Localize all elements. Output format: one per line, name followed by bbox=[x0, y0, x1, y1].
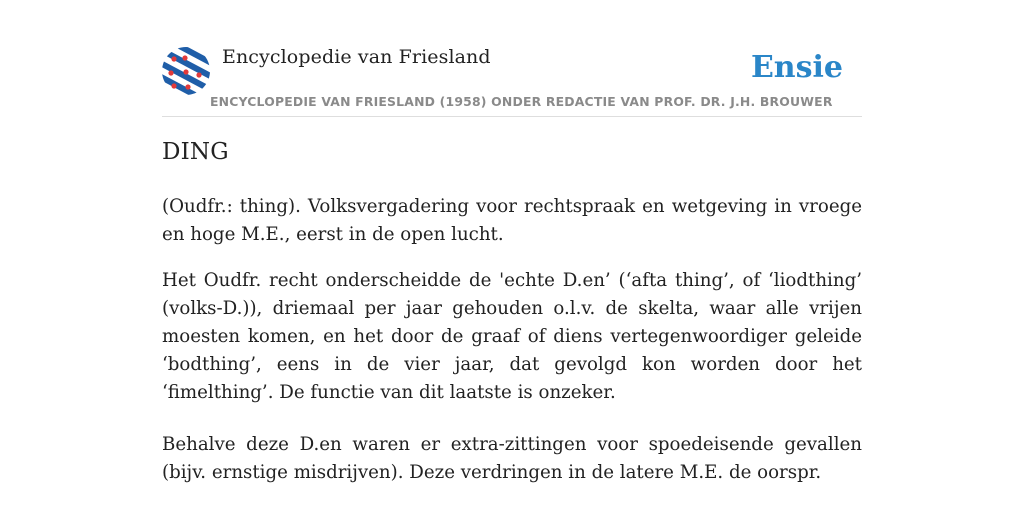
site-title[interactable]: Encyclopedie van Friesland bbox=[222, 46, 491, 68]
site-subtitle: ENCYCLOPEDIE VAN FRIESLAND (1958) ONDER REDACTIE VAN PROF. DR. J.H. BROUWER bbox=[210, 94, 833, 109]
entry-title: DING bbox=[162, 139, 229, 165]
entry-paragraph: Het Oudfr. recht onderscheidde de 'echte D.en’ (‘afta thing’, of ‘liodthing’ (volks-D.)), driemaal per jaar gehouden o.l.v. de skelta, waar alle vrijen moesten komen, en het door de graaf of diens vertegenwoordiger geleide ‘bodthing’, eens in de vier jaar, dat gevolgd kon worden door het ‘fimelthing’. De functie van dit laatste is onzeker. bbox=[162, 270, 862, 403]
page bbox=[162, 0, 862, 483]
entry-paragraph: (Oudfr.: thing). Volksvergadering voor rechtspraak en wetgeving in vroege en hoge M.E., eerst in de open lucht. bbox=[162, 196, 862, 245]
frisian-flag-logo-icon[interactable] bbox=[162, 47, 210, 95]
header bbox=[162, 0, 862, 117]
ensie-brand-logo[interactable]: Ensie bbox=[750, 50, 843, 85]
entry-paragraph: Behalve deze D.en waren er extra-zittingen voor spoedeisende gevallen (bijv. ernstige misdrijven). Deze verdringen in de latere M.E. de oorspr. bbox=[162, 434, 862, 483]
entry-body bbox=[162, 193, 862, 505]
